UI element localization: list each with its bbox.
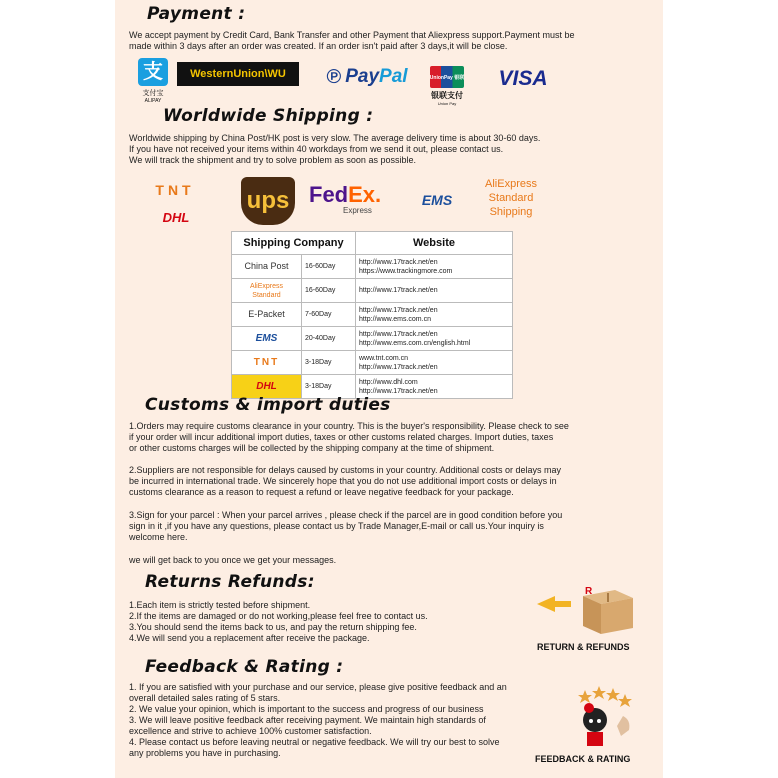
ups-logo: ups [241,177,295,225]
paypal-logo: ℗ Pay Pal [326,65,408,88]
western-union-logo: WesternUnion\WU [177,62,299,86]
tracking-link[interactable]: http://www.17track.net/en [359,387,438,395]
unionpay-logo: UnionPay 银联 银联支付 Union Pay [425,64,469,108]
feedback-rating-caption: FEEDBACK & RATING [535,754,631,764]
delivery-days: 7-60Day [302,303,356,327]
return-badge-letter: R [585,586,593,597]
tracking-link[interactable]: http://www.ems.com.cn [359,315,431,323]
table-header-row [232,232,513,255]
alipay-logo: 支 支付宝 ALIPAY [137,58,169,104]
payment-heading: Payment : [147,4,246,24]
tracking-link[interactable]: www.tnt.com.cn [359,354,409,362]
ems-table-logo: EMS [255,333,278,344]
ems-logo: EMS [421,192,453,208]
dhl-logo: DHL [162,209,190,225]
feedback-heading: Feedback & Rating : [145,657,344,677]
table-row [232,303,513,327]
header-shipping-company: Shipping Company [232,232,356,255]
table-row [232,351,513,375]
tracking-link[interactable]: http://www.ems.com.cn/english.html [359,339,471,347]
thumbs-up-icon [617,716,629,736]
payment-text: We accept payment by Credit Card, Bank Transfer and other Payment that Aliexpress support.Payment must be made within 3 days after an order was created. If an order isn't paid after 3 days,it will be close. [129,30,575,51]
returns-text: 1.Each item is strictly tested before shipment. 2.If the items are damaged or do not working,please feel free to contact us. 3.You should send the items back to us, and pay the return shipping fee. 4.We will send you a replacement after receive the package. [129,600,428,643]
dhl-table-logo: DHL [256,381,277,392]
aliexpress-standard-shipping-logo: AliExpress Standard Shipping [485,178,537,218]
china-post-logo: China Post [244,261,289,271]
tracking-link[interactable]: http://www.17track.net/en [359,363,438,371]
feedback-rating-icon [565,686,641,748]
table-row [232,327,513,351]
tracking-link[interactable]: http://www.17track.net/en [359,287,438,294]
paypal-p-icon: ℗ [326,65,342,88]
aliexpress-standard-logo: AliExpress Standard [249,282,284,299]
delivery-days: 3-18Day [302,375,356,399]
tnt-table-logo: TNT [253,357,280,368]
return-refunds-caption: RETURN & REFUNDS [537,642,630,652]
feedback-text: 1. If you are satisfied with your purchase and our service, please give positive feedback and an overall detailed sales rating of 5 stars. 2. We value your opinion, which is important to the success and progress of our business 3. We will leave positive feedback after receiving payment. We maintain high standards of excellence and strive to achieve 100% customer satisfaction. 4. Please contact us before leaving neutral or negative feedback. We will try our best to solve any problems you have in purchasing. [129,682,507,758]
tracking-link[interactable]: http://www.dhl.com [359,378,418,386]
star-icons [578,686,632,707]
customs-paragraph-4: we will get back to you once we get your messages. [129,555,337,565]
returns-heading: Returns Refunds: [145,572,315,592]
table-row [232,279,513,303]
delivery-days: 20-40Day [302,327,356,351]
unionpay-card-icon: UnionPay 银联 [430,66,464,88]
tracking-link[interactable]: http://www.17track.net/en [359,258,438,266]
tracking-link[interactable]: http://www.17track.net/en [359,330,438,338]
alipay-icon: 支 [138,58,168,86]
visa-logo: VISA [498,67,548,90]
customs-paragraph-1: 1.Orders may require customs clearance in your country. This is the buyer's responsibility. Please check to see if your order will incur additional import duties, taxes or other customs related charges. Import duties, taxes or other customs charges will be collected by the shipping company at the time of shipment. [129,421,569,453]
tracking-link[interactable]: http://www.17track.net/en [359,306,438,314]
tracking-link[interactable]: https://www.trackingmore.com [359,267,453,275]
product-description-page [115,0,663,778]
return-arrow-icon [537,596,571,612]
shipping-table [231,231,513,399]
shipping-heading: Worldwide Shipping : [163,106,374,126]
return-box-icon [537,586,637,636]
delivery-days: 3-18Day [302,351,356,375]
customs-paragraph-2: 2.Suppliers are not responsible for delays caused by customs in your country. Additional costs or delays may be incurred in international trade. We sincerely hope that you do not use additional import costs or delays in customs clearance as a reason to request a refund or leave negative feedback for your package. [129,465,562,497]
customs-heading: Customs & import duties [145,395,391,415]
shipping-text: Worldwide shipping by China Post/HK post is very slow. The average delivery time is about 30-60 days. If you have not received your items within 40 workdays from we send it out, please contact us. We will track the shipment and try to solve problem as soon as possible. [129,133,541,165]
delivery-days: 16-60Day [302,255,356,279]
e-packet-logo: E-Packet [248,309,285,319]
customs-paragraph-3: 3.Sign for your parcel : When your parcel arrives , please check if the parcel are in good condition before you sign in it ,if you have any questions, please contact us by Trade Manager,E-mail or call us.Your inquiry is welcome here. [129,510,563,542]
header-website: Website [356,232,513,255]
delivery-days: 16-60Day [302,279,356,303]
fedex-logo: FedEx. Express [309,181,382,215]
tnt-logo: TNT [155,182,195,198]
table-row [232,255,513,279]
